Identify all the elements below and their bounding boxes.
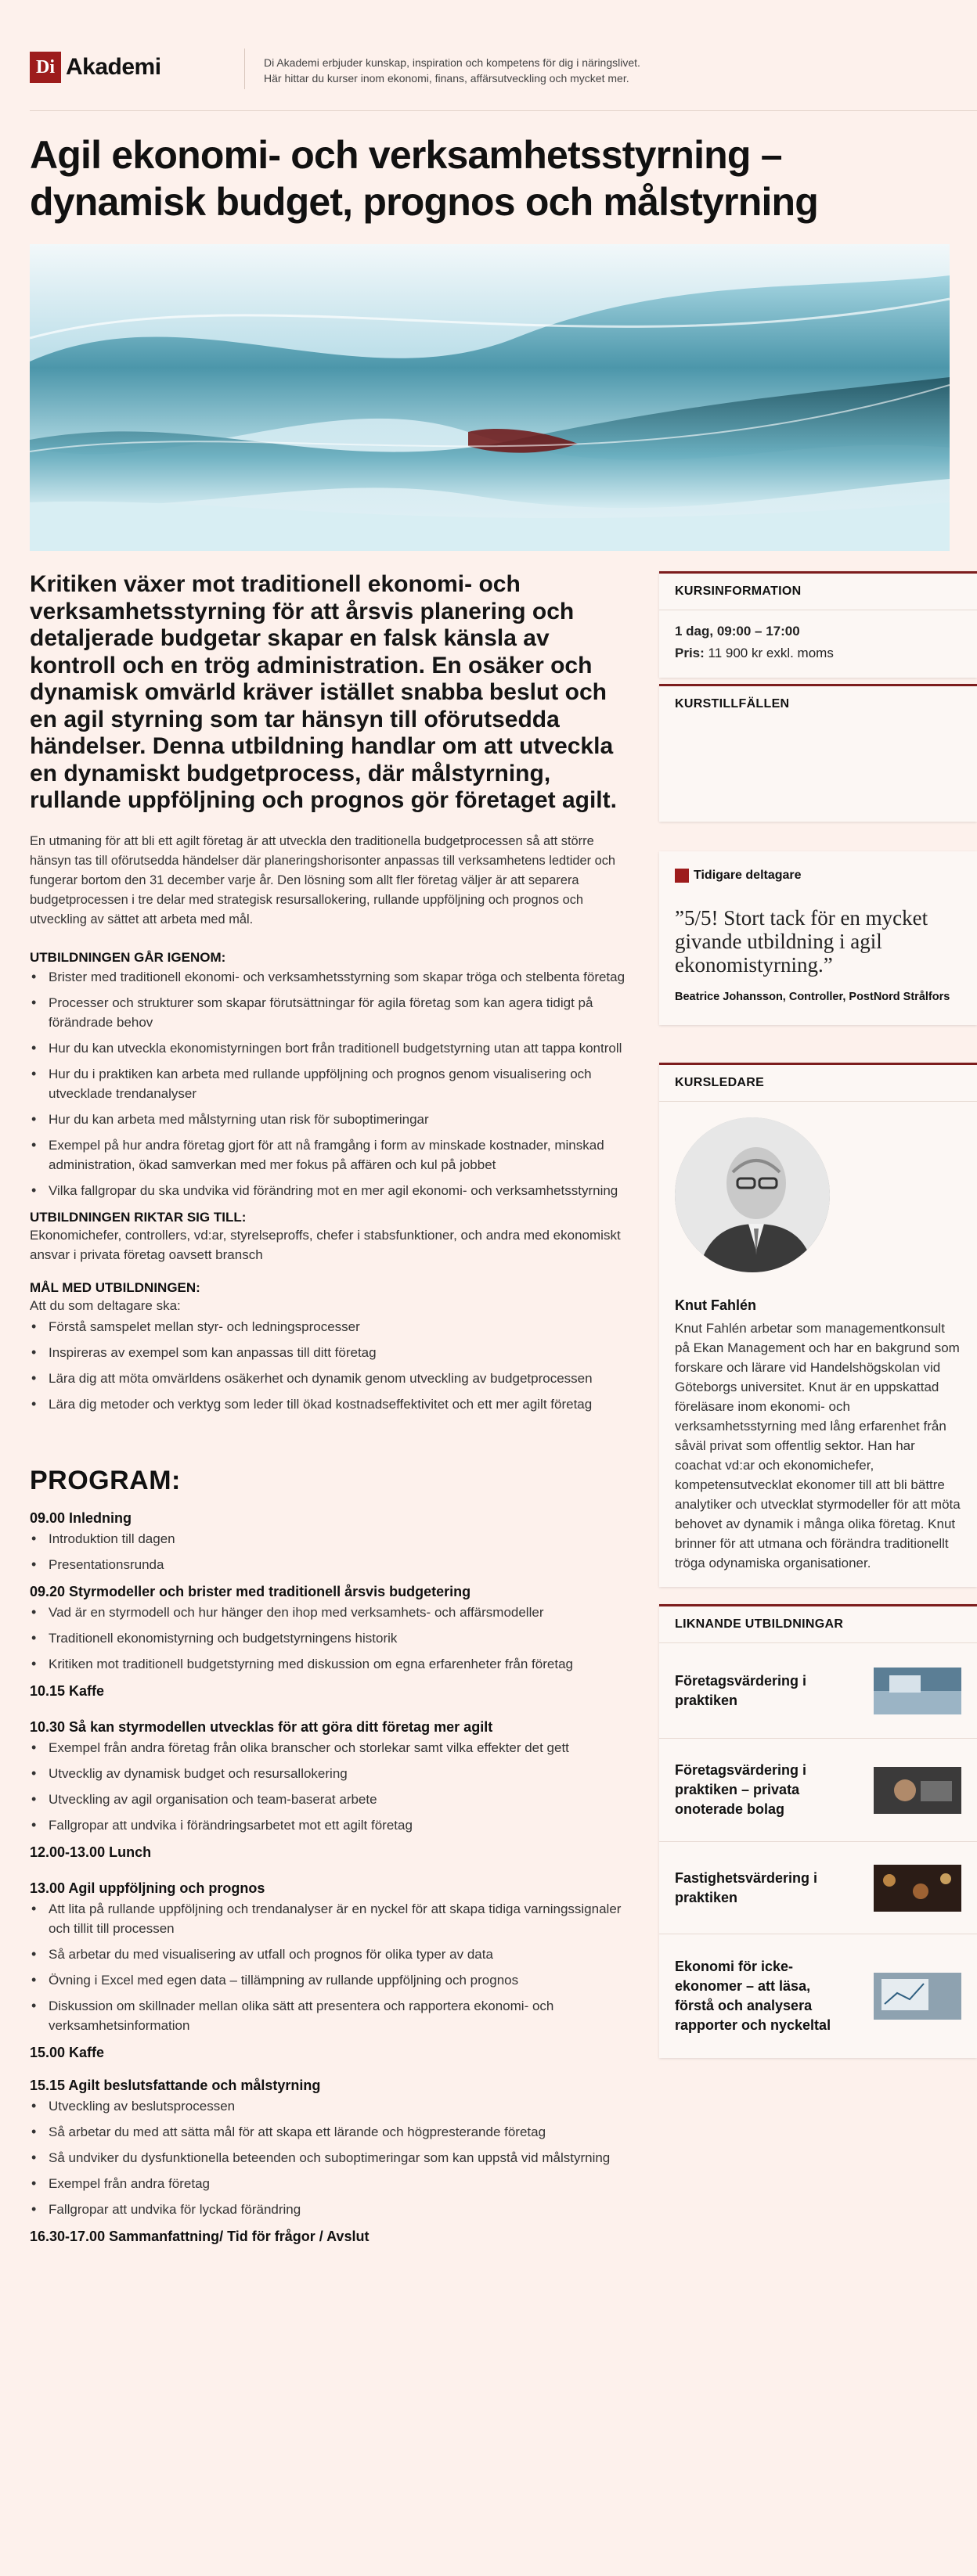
course-sessions-title: KURSTILLFÄLLEN bbox=[675, 697, 790, 711]
price-value: 11 900 kr exkl. moms bbox=[708, 646, 834, 660]
water-wave-illustration bbox=[30, 244, 950, 551]
goals-intro: Att du som deltagare ska: bbox=[30, 1297, 181, 1313]
list-item: • Hur du kan utveckla ekonomistyrningen bort från traditionell budgetstyrning utan att tappa kontroll bbox=[30, 1038, 633, 1058]
testimonial-card bbox=[659, 851, 977, 1025]
list-item: • Övning i Excel med egen data – tillämpning av rullande uppföljning och prognos bbox=[30, 1970, 633, 1990]
audience-text: Ekonomichefer, controllers, vd:ar, styrelseproffs, chefer i stabsfunktioner, och andra med ekonomiskt ansvar i privata företag oavsett bransch bbox=[30, 1227, 621, 1262]
testimonial-quote: ”5/5! Stort tack för en mycket givande utbildning i agil ekonomistyrning.” bbox=[675, 906, 928, 977]
header-tagline bbox=[264, 55, 640, 86]
content-columns bbox=[30, 571, 977, 2246]
list-item: • Diskussion om skillnader mellan olika sätt att presentera och rapportera ekonomi- och verksamhetsinformation bbox=[30, 1996, 633, 2035]
header-divider bbox=[244, 49, 245, 89]
list-item: • Lära dig metoder och verktyg som leder till ökad kostnadseffektivitet och ett mer agilt företag bbox=[30, 1394, 633, 1414]
list-item: • Lära dig att möta omvärldens osäkerhet och dynamik genom utveckling av budgetprocessen bbox=[30, 1369, 633, 1388]
list-item: • Vad är en styrmodell och hur hänger den ihop med verksamhets- och affärsmodeller bbox=[30, 1603, 633, 1622]
tagline-line-2: Här hittar du kurser inom ekonomi, finans, affärsutveckling och mycket mer. bbox=[264, 72, 629, 85]
list-item: • Introduktion till dagen bbox=[30, 1529, 633, 1549]
logo-mark: Di bbox=[30, 52, 61, 83]
related-course-title: Fastighetsvärdering i praktiken bbox=[675, 1869, 818, 1905]
logo-text: Akademi bbox=[66, 54, 161, 80]
program-session-title: 12.00-13.00 Lunch bbox=[30, 1844, 152, 1860]
sidebar bbox=[659, 571, 977, 2246]
learn-heading: UTBILDNINGEN GÅR IGENOM: bbox=[30, 949, 226, 965]
related-course-thumbnail bbox=[874, 1668, 961, 1714]
course-time: 1 dag, 09:00 – 17:00 bbox=[675, 624, 800, 639]
program-block bbox=[30, 2076, 633, 2219]
list-item: • Förstå samspelet mellan styr- och ledningsprocesser bbox=[30, 1317, 633, 1337]
list-item: • Fallgropar att undvika för lyckad förändring bbox=[30, 2200, 633, 2219]
list-item: • Hur du i praktiken kan arbeta med rullande uppföljning och prognos genom visualisering och utvecklade trendanalyser bbox=[30, 1064, 633, 1103]
list-item: • Hur du kan arbeta med målstyrning utan risk för suboptimeringar bbox=[30, 1110, 633, 1129]
related-course-item[interactable] bbox=[659, 1934, 977, 2058]
related-course-item[interactable] bbox=[659, 1643, 977, 1739]
program-session-title: 15.00 Kaffe bbox=[30, 2044, 105, 2060]
lead-paragraph: Kritiken växer mot traditionell ekonomi- och verksamhetsstyrning för att årsvis planering och detaljerade budgetar skapar en falsk känsla av kontroll och en trög administration. En osäker och dynamisk omvärld kräver istället snabba beslut och en agil styrning som tar hänsyn till oförutsedda händelser. Denna utbildning handlar om att utveckla en dynamiskt budgetprocess, där målstyrning, rullande uppföljning och prognos gör företaget agilt. bbox=[30, 571, 617, 813]
list-item: • Så undviker du dysfunktionella beteenden och suboptimeringar som kan uppstå vid målstyrning bbox=[30, 2148, 633, 2168]
list-item: • Så arbetar du med visualisering av utfall och prognos för olika typer av data bbox=[30, 1945, 633, 1964]
site-header bbox=[30, 0, 977, 111]
program-session-title: 10.30 Så kan styrmodellen utvecklas för att göra ditt företag mer agilt bbox=[30, 1718, 493, 1735]
program-session-list bbox=[30, 2096, 633, 2219]
portrait-illustration bbox=[675, 1117, 830, 1272]
course-leader-bio: Knut Fahlén arbetar som managementkonsult på Ekan Management och har en bakgrund som forskare och lärare vid Handelshögskolan vid Göteborgs universitet. Knut är en uppskattad föreläsare inom ekonomi- och verksamhetsstyrning med lång erfarenhet från såväl privat som offentlig sektor. Han har coachat vd:ar och ekonomichefer, kompetensutvecklat ekonomer till att bli bättre analytiker och utvecklat styrmodeller för att möta behovet av dynamik i många olika företag. Knut brinner för att utmana och förändra traditionellt tröga odynamiska organisationer. bbox=[675, 1321, 961, 1570]
goals-heading: MÅL MED UTBILDNINGEN: bbox=[30, 1279, 200, 1295]
program-session-title: 15.15 Agilt beslutsfattande och målstyrning bbox=[30, 2077, 321, 2093]
learn-list bbox=[30, 967, 633, 1200]
program-session-title: 16.30-17.00 Sammanfattning/ Tid för frågor / Avslut bbox=[30, 2228, 370, 2244]
list-item: • Så arbetar du med att sätta mål för att skapa ett lärande och högpresterande företag bbox=[30, 2122, 633, 2142]
course-sessions-card bbox=[659, 684, 977, 822]
program-session-list bbox=[30, 1738, 633, 1835]
list-item: • Utveckling av agil organisation och team-baserat arbete bbox=[30, 1790, 633, 1809]
hero-image bbox=[30, 244, 950, 551]
program-session-title: 09.00 Inledning bbox=[30, 1509, 132, 1526]
related-course-thumbnail bbox=[874, 1767, 961, 1814]
program-session-title: 09.20 Styrmodeller och brister med traditionell årsvis budgetering bbox=[30, 1583, 471, 1599]
list-item: • Brister med traditionell ekonomi- och verksamhetsstyrning som skapar tröga och stelbenta företag bbox=[30, 967, 633, 987]
related-course-item[interactable] bbox=[659, 1739, 977, 1842]
di-akademi-logo[interactable] bbox=[30, 52, 244, 83]
program-session-list bbox=[30, 1603, 633, 1674]
testimonial-label: Tidigare deltagare bbox=[694, 869, 802, 882]
red-square-icon bbox=[675, 869, 689, 883]
related-courses-card bbox=[659, 1604, 977, 2058]
course-leader-photo bbox=[675, 1117, 830, 1272]
related-course-thumbnail bbox=[874, 1865, 961, 1912]
program-session-title: 13.00 Agil uppföljning och prognos bbox=[30, 1880, 265, 1896]
goals-list bbox=[30, 1317, 633, 1414]
list-item: • Processer och strukturer som skapar förutsättningar för agila företag som kan agera tidigt på förändrade behov bbox=[30, 993, 633, 1032]
related-course-thumbnail bbox=[874, 1973, 961, 2020]
testimonial-author: Beatrice Johansson, Controller, PostNord Strålfors bbox=[675, 991, 950, 1003]
testimonial-label-row bbox=[675, 869, 961, 883]
list-item: • Att lita på rullande uppföljning och trendanalyser är en nyckel för att skapa tidiga varningssignaler och tillit till processen bbox=[30, 1899, 633, 1938]
main-content bbox=[30, 571, 633, 2246]
course-info-card bbox=[659, 571, 977, 678]
audience-heading: UTBILDNINGEN RIKTAR SIG TILL: bbox=[30, 1209, 247, 1225]
course-leader-name: Knut Fahlén bbox=[675, 1297, 756, 1313]
related-course-item[interactable] bbox=[659, 1842, 977, 1934]
list-item: • Traditionell ekonomistyrning och budgetstyrningens historik bbox=[30, 1628, 633, 1648]
course-leader-title: KURSLEDARE bbox=[659, 1065, 977, 1102]
list-item: • Utvecklig av dynamisk budget och resursallokering bbox=[30, 1764, 633, 1783]
course-leader-body bbox=[659, 1102, 977, 1587]
program-session-title: 10.15 Kaffe bbox=[30, 1682, 105, 1699]
program-block bbox=[30, 1509, 633, 1574]
course-price bbox=[675, 643, 961, 664]
related-course-title: Företagsvärdering i praktiken – privata onoterade bolag bbox=[675, 1762, 807, 1817]
list-item: • Utveckling av beslutsprocessen bbox=[30, 2096, 633, 2116]
course-info-body bbox=[659, 610, 977, 678]
page bbox=[30, 0, 977, 2246]
list-item: • Exempel från andra företag bbox=[30, 2174, 633, 2193]
program-block bbox=[30, 1582, 633, 1674]
list-item: • Presentationsrunda bbox=[30, 1555, 633, 1574]
course-leader-card bbox=[659, 1063, 977, 1587]
program-session-list bbox=[30, 1899, 633, 2035]
intro-paragraph: En utmaning för att bli ett agilt företag är att utveckla den traditionella budgetprocessen så att större hänsyn tas till oförutsedda händelser där planeringshorisonter anpassas till verksamhetens ledtider och fungerar bortom den 31 december varje år. Den lösning som allt fler företag väljer är att separera budgetprocessen i tre delar med strategisk resursallokering, rullande uppföljning och prognos och utveckling av sättet att arbeta med mål. bbox=[30, 833, 616, 926]
program-block bbox=[30, 1718, 633, 1835]
price-label: Pris: bbox=[675, 646, 705, 660]
page-title: Agil ekonomi- och verksamhetsstyrning – dynamisk budget, prognos och målstyrning bbox=[30, 133, 819, 224]
list-item: • Kritiken mot traditionell budgetstyrning med diskussion om egna erfarenheter från företag bbox=[30, 1654, 633, 1674]
program-session-list bbox=[30, 1529, 633, 1574]
related-course-title: Ekonomi för icke-ekonomer – att läsa, förstå och analysera rapporter och nyckeltal bbox=[675, 1959, 831, 2033]
related-courses-title: LIKNANDE UTBILDNINGAR bbox=[659, 1606, 977, 1643]
list-item: • Exempel på hur andra företag gjort för att nå framgång i form av minskade kostnader, minskad administration, ökad samverkan med mer fokus på affären och kul på jobbet bbox=[30, 1135, 633, 1175]
list-item: • Inspireras av exempel som kan anpassas till ditt företag bbox=[30, 1343, 633, 1362]
list-item: • Exempel från andra företag från olika branscher och storlekar samt vilka effekter det gett bbox=[30, 1738, 633, 1758]
list-item: • Fallgropar att undvika i förändringsarbetet mot ett agilt företag bbox=[30, 1815, 633, 1835]
list-item: • Vilka fallgropar du ska undvika vid förändring mot en mer agil ekonomi- och verksamhetsstyrning bbox=[30, 1181, 633, 1200]
course-info-title: KURSINFORMATION bbox=[659, 574, 977, 610]
tagline-line-1: Di Akademi erbjuder kunskap, inspiration och kompetens för dig i näringslivet. bbox=[264, 56, 640, 69]
program-heading: PROGRAM: bbox=[30, 1465, 181, 1495]
program-block bbox=[30, 1879, 633, 2035]
related-course-title: Företagsvärdering i praktiken bbox=[675, 1672, 807, 1708]
